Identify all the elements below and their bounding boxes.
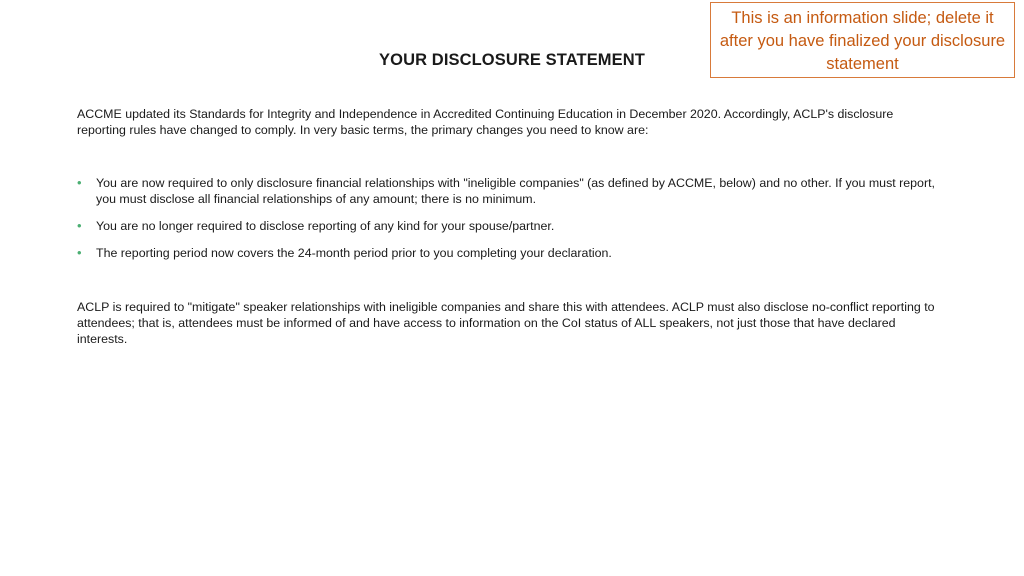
list-item [77, 245, 947, 261]
list-item-text: The reporting period now covers the 24-month period prior to you completing your declaration. [96, 246, 612, 260]
list-item-text: You are no longer required to disclose reporting of any kind for your spouse/partner. [96, 219, 555, 233]
list-item-text: You are now required to only disclosure financial relationships with "ineligible companies" (as defined by ACCME, below) and no other. If you must report, you must disclose all financial relationships of any amount; there is no minimum. [96, 176, 935, 206]
intro-paragraph: ACCME updated its Standards for Integrity and Independence in Accredited Continuing Education in December 2020. Accordingly, ACLP's disclosure reporting rules have changed to comply. In very basic terms, the primary changes you need to know are: [77, 107, 894, 137]
info-notice-box [710, 2, 1015, 78]
info-notice-text: This is an information slide; delete it after you have finalized your disclosure statement [719, 9, 1006, 73]
closing-paragraph: ACLP is required to "mitigate" speaker relationships with ineligible companies and share this with attendees. ACLP must also disclose no-conflict reporting to attendees; that is, attendees must be informed of and have access to information on the CoI status of ALL speakers, not just those that have declared interests. [77, 300, 935, 346]
list-item [77, 175, 947, 207]
bullet-icon: • [77, 245, 82, 260]
bullet-icon: • [77, 175, 82, 190]
list-item [77, 218, 947, 234]
changes-list [77, 175, 947, 272]
bullet-icon: • [77, 218, 82, 233]
page-title: YOUR DISCLOSURE STATEMENT [379, 51, 645, 69]
